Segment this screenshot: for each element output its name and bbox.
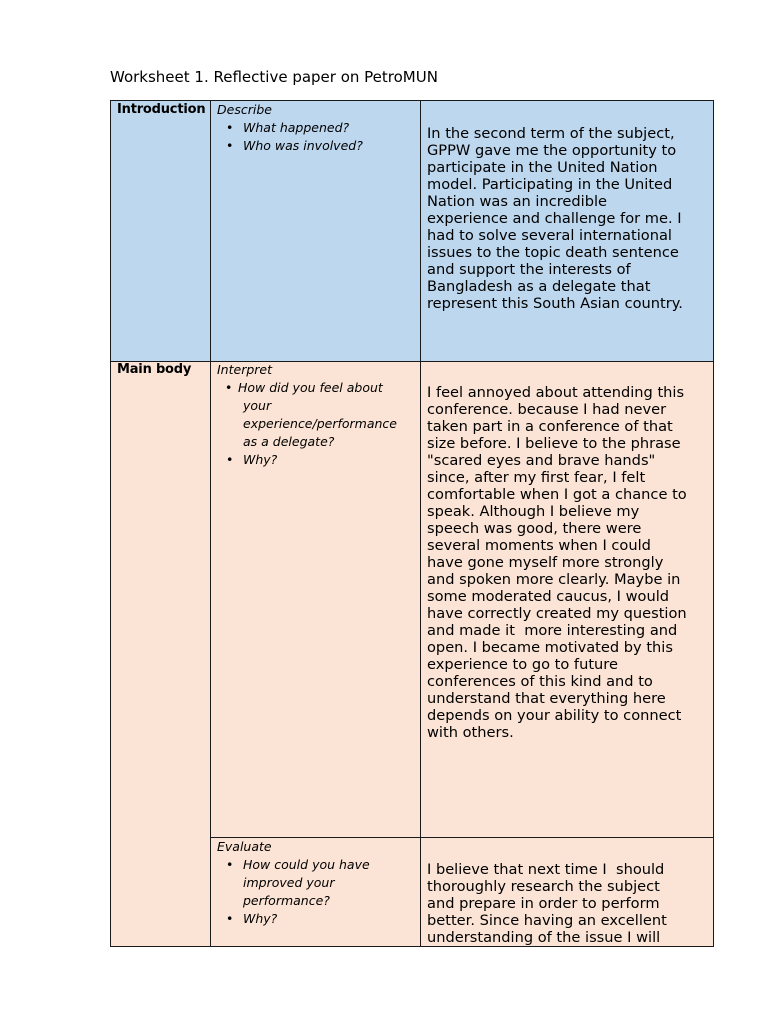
bullet-icon: • (226, 452, 234, 467)
main-body-label: Main body (117, 362, 192, 377)
prompt-item: • What happened? (226, 120, 350, 135)
introduction-label: Introduction (117, 102, 206, 117)
bullet-icon: • (226, 120, 234, 135)
prompt-item: • Why? (226, 452, 278, 467)
table-border-col2 (420, 100, 421, 947)
interpret-prompt (217, 361, 417, 469)
table-border-col1 (210, 100, 211, 947)
table-border-left (110, 100, 111, 947)
evaluate-prompt (217, 838, 417, 928)
prompt-list-evaluate (217, 856, 417, 928)
evaluate-answer: I believe that next time I should thoroughly research the subject and prepare in order to perform better. Since having an excellent understanding of the issue I will (427, 861, 667, 946)
prompt-list-describe (217, 119, 417, 155)
prompt-heading-interpret: Interpret (217, 362, 273, 377)
introduction-prompt (217, 101, 417, 155)
bullet-icon: • (225, 380, 233, 395)
table-border-right (713, 100, 714, 947)
prompt-item: • How could you have improved your performance? (226, 857, 370, 908)
prompt-heading-evaluate: Evaluate (217, 839, 272, 854)
prompt-heading-describe: Describe (217, 102, 272, 117)
prompt-item: • Who was involved? (226, 138, 363, 153)
table-border-bottom (110, 946, 714, 947)
interpret-answer: I feel annoyed about attending this conference. because I had never taken part in a conference of that size before. I believe to the phrase "scared eyes and brave hands" since, after my first fear, I felt comfortable when I got a chance to speak. Although I believe my speech was good, there were several moments when I could have gone myself more strongly and spoken more clearly. Maybe in some moderated caucus, I would have correctly created my question and made it more interesting and open. I became motivated by this experience to go to future conferences of this kind and to understand that everything here depends on your ability to connect with others. (427, 384, 687, 741)
document-title: Worksheet 1. Reflective paper on PetroMUN (110, 68, 438, 86)
prompt-item: • Why? (226, 911, 278, 926)
bullet-icon: • (226, 857, 234, 872)
prompt-item: • How did you feel about your experience/performance as a delegate? (225, 380, 397, 449)
introduction-answer: In the second term of the subject, GPPW gave me the opportunity to participate in the United Nation model. Participating in the United Nation was an incredible experience and challenge for me. I had to solve several international issues to the topic death sentence and support the interests of Bangladesh as a delegate that represent this South Asian country. (427, 125, 683, 312)
bullet-icon: • (226, 138, 234, 153)
prompt-list-interpret (217, 379, 417, 469)
bullet-icon: • (226, 911, 234, 926)
